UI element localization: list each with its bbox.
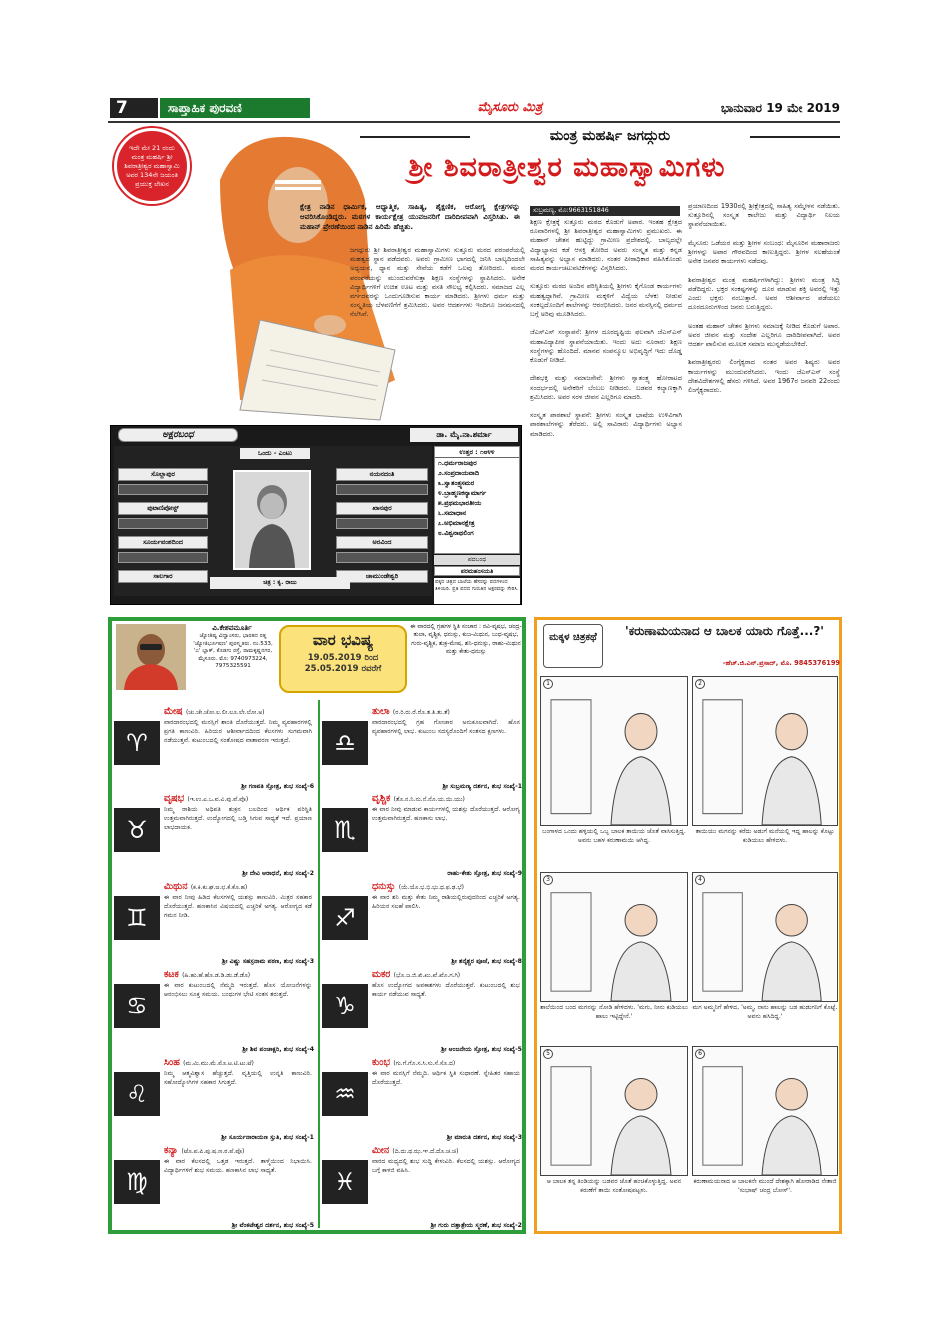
sign-remedy: ಶ್ರೀ ಸೂರ್ಯನಾರಾಯಣ ಸ್ತುತಿ, ಶುಭ ಸಂಖ್ಯೆ-1 — [221, 1134, 314, 1141]
sign-letters: (ಟೊ.ಪ.ಪಿ.ಪು.ಷ.ಣ.ಠ.ಪೆ.ಪೊ) — [181, 1148, 245, 1155]
zodiac-sign-block — [322, 1056, 522, 1142]
section-title: ಸಾಪ್ತಾಹಿಕ ಪುರವಣಿ — [160, 98, 310, 118]
sign-letters: (ಗು.ಗೆ.ಗೊ.ಸ.ಸಿ.ಸು.ಸೆ.ಸೊ.ದ) — [393, 1060, 456, 1067]
sign-remedy: ಶ್ರೀ ಆಂಜನೇಯ ಸ್ತೋತ್ರ, ಶುಭ ಸಂಖ್ಯೆ-5 — [441, 1046, 522, 1053]
issue-date: ಭಾನುವಾರ 19 ಮೇ 2019 — [720, 101, 840, 115]
headline-kicker: ಮಂತ್ರ ಮಹರ್ಷಿ ಜಗದ್ಗುರು — [549, 128, 671, 144]
horoscope-divider — [318, 700, 320, 1228]
astrologer-photo — [116, 624, 186, 690]
pisces-icon: ♓ — [322, 1160, 368, 1204]
answers-heading: ಉತ್ತರ : ೧೮೪೪ — [435, 447, 519, 458]
article-column-1: ಜಗದ್ಗುರು ಶ್ರೀ ಶಿವರಾತ್ರೀಶ್ವರ ಮಹಾಸ್ವಾಮಿಗಳು ಸುತ್ತೂರು ಮಠದ ಪರಂಪರೆಯಲ್ಲಿ ಮಹತ್ವದ ಸ್ಥಾನ ಪಡೆದವರು. ಅವರು ಗ್ರಾಮೀಣ ಭಾಗದಲ್ಲಿ ಜನಿಸಿ ಬಾಲ್ಯದಿಂದಲೇ ಅಧ್ಯಯನ, ಧ್ಯಾನ ಮತ್ತು ಸೇವೆಯ ಕಡೆಗೆ ಒಲವು ತೋರಿದರು. ಮಠದ ಪರಂಪರೆಯನ್ನು ಮುಂದುವರೆಸುತ್ತಾ ಶಿಕ್ಷಣ ಸಂಸ್ಥೆಗಳನ್ನು ಸ್ಥಾಪಿಸಿದರು. ಅನೇಕ ವಿದ್ಯಾರ್ಥಿಗಳಿಗೆ ಉಚಿತ ಊಟ ಮತ್ತು ವಸತಿ ಸೌಲಭ್ಯ ಕಲ್ಪಿಸಿದರು. ಸಮಾಜದ ಎಲ್ಲ ವರ್ಗದವರನ್ನು ಒಂದುಗೂಡಿಸುವ ಕಾರ್ಯ ಮಾಡಿದರು. ಶ್ರೀಗಳು ಧರ್ಮ ಮತ್ತು ಸಂಸ್ಕೃತಿಯ ಬೆಳವಣಿಗೆಗೆ ಶ್ರಮಿಸಿದರು. ಅವರ ಆದರ್ಶಗಳು ಇಂದಿಗೂ ಜನಮನದಲ್ಲಿ ನೆಲೆಸಿವೆ. — [350, 246, 528, 319]
puzzle-clue: ನಯನದಂತಿ — [336, 468, 428, 481]
sign-prediction: ಹೊಸ ಉದ್ಯೋಗದ ಅವಕಾಶಗಳು ದೊರೆಯುತ್ತವೆ. ಕುಟುಂಬದಲ್ಲಿ ಶುಭ ಕಾರ್ಯ ನಡೆಯುವ ಸಾಧ್ಯತೆ. — [372, 982, 520, 998]
sign-letters: (ದಿ.ದು.ಥ.ಝ.ಞ.ದೆ.ದೊ.ಚ.ಚಿ) — [392, 1148, 459, 1155]
zodiac-sign-block — [114, 792, 314, 878]
weekly-horoscope-box — [279, 625, 407, 693]
sign-name-text: ವೃಷಭ — [164, 793, 185, 804]
aquarius-icon: ♒ — [322, 1072, 368, 1116]
sign-name — [372, 792, 465, 806]
zodiac-sign-block — [114, 968, 314, 1054]
sign-prediction: ವಾರದಾರಂಭದಲ್ಲಿ ಗ್ರಹ ಗೋಚಾರ ಅನುಕೂಲವಾಗಿದೆ. ಹೊಸ ವ್ಯವಹಾರಗಳಲ್ಲಿ ಲಾಭ. ಕುಟುಂಬ ಸದಸ್ಯರೊಂದಿಗೆ ಸಂತಸದ ಕ್ಷಣಗಳು. — [372, 719, 520, 735]
sign-name-text: ವೃಶ್ಚಿಕ — [372, 793, 391, 804]
sign-name — [164, 792, 248, 806]
sign-name-text: ಮೇಷ — [164, 706, 183, 717]
comic-caption: ಕರುಣಾಮಯನಾದ ಆ ಬಾಲಕನೇ ಮುಂದೆ ದೇಶಕ್ಕಾಗಿ ಹೋರಾಡಿದ ನೇತಾಜಿ 'ಸುಭಾಷ್ ಚಂದ್ರ ಬೋಸ್'. — [693, 1178, 837, 1194]
astrologer-name: ವಿ.ಕೇಶವಮೂರ್ತಿ — [212, 624, 252, 632]
sign-prediction: ಈ ವಾರ ಕೆಲಸದಲ್ಲಿ ಒತ್ತಡ ಇರುತ್ತದೆ. ತಾಳ್ಮೆಯಿಂದ ನಿಭಾಯಿಸಿ. ವಿದ್ಯಾರ್ಥಿಗಳಿಗೆ ಶುಭ ಸಮಯ. ಹಣಕಾಸಿನ ಲಾಭ ಸಾಧ್ಯತೆ. — [164, 1158, 312, 1174]
puzzle-slot — [336, 518, 428, 529]
comic-caption: ಮಗ ಅಮ್ಮನಿಗೆ ಹೇಳಿದ, 'ಅಮ್ಮ, ನಾನು ಹಾಲನ್ನು ಬಡ ಹುಡುಗನಿಗೆ ಕೊಟ್ಟೆ. ಅವನು ಹಸಿದಿದ್ದ.' — [692, 1004, 838, 1020]
panel-number: 1 — [543, 679, 553, 689]
cancer-icon: ♋ — [114, 984, 160, 1028]
sign-letters: (ರ.ರಿ.ರು.ರೆ.ರೊ.ತ.ತಿ.ತು.ತೆ) — [392, 709, 450, 716]
answer-item: ೮.ವಿಶ್ವನಾಥಲಿಂಗ — [438, 529, 474, 537]
planet-positions: ಈ ವಾರದಲ್ಲಿ ಗ್ರಹಗಳ ಸ್ಥಿತಿ ಸಂಚಾರ : ರವಿ-ವೃಷಭ, ಚಂದ್ರ-ತುಲಾ, ವೃಶ್ಚಿಕ, ಧನುಸ್ಸು, ಕುಜ-ಮಿಥುನ, ಬುಧ-ವೃಷಭ, ಗುರು-ವೃಶ್ಚಿಕ, ಶುಕ್ರ-ಮೇಷ, ಶನಿ-ಧನುಸ್ಸು, ರಾಹು-ಮಿಥುನ ಮತ್ತು ಕೇತು-ಧನುಸ್ಸು — [410, 623, 522, 656]
answer-label: ಪದಬಂಧ — [434, 555, 520, 565]
comic-panel — [540, 676, 688, 826]
comic-caption: ಆ ಬಾಲಕ ತನ್ನ ತಿಂಡಿಯನ್ನು ಬಡವರ ಜೊತೆ ಹಂಚಿಕೊಳ್ಳುತ್ತಿದ್ದ. ಅವನ ಕರುಣೆಗೆ ತಾಯಿ ಸಂತೋಷಪಟ್ಟಳು. — [546, 1178, 682, 1194]
comic-label: ಮಕ್ಕಳ ಚಿತ್ರಕಥೆ — [543, 624, 603, 668]
sign-letters: (ಯೆ.ಯೊ.ಭ.ಭಿ.ಭು.ಧ.ಫ.ಢ.ಭೆ) — [398, 884, 465, 891]
sign-prediction: ಈ ವಾರ ಶನಿ ಮತ್ತು ಕೇತು ನಿಮ್ಮ ರಾಶಿಯಲ್ಲಿರುವುದರಿಂದ ಎಚ್ಚರಿಕೆ ಅಗತ್ಯ. ಹಿರಿಯರ ಸಲಹೆ ಪಾಲಿಸಿ. — [372, 894, 520, 910]
puzzle-answers — [434, 446, 520, 554]
zodiac-sign-block — [322, 968, 522, 1054]
sign-name — [164, 880, 247, 894]
puzzle-slot — [118, 552, 208, 563]
sign-remedy: ರಾಹು-ಕೇತು ಸ್ತೋತ್ರ, ಶುಭ ಸಂಖ್ಯೆ-9 — [447, 870, 522, 877]
sign-letters: (ಭೊ.ಜ.ಜಿ.ಖಿ.ಖು.ಖೆ.ಖೊ.ಗ.ಗಿ) — [393, 972, 461, 979]
sign-remedy: ಶ್ರೀ ವಿಷ್ಣು ಸಹಸ್ರನಾಮ ಪಠಣ, ಶುಭ ಸಂಖ್ಯೆ-3 — [222, 958, 314, 965]
kicker-rule — [360, 136, 470, 138]
sign-letters: (ಹಿ.ಹು.ಹೆ.ಹೊ.ಡ.ಡಿ.ಡು.ಡೆ.ಡೊ) — [182, 972, 251, 979]
puzzle-slot — [118, 484, 208, 495]
horoscope-title: ವಾರ ಭವಿಷ್ಯ — [312, 631, 374, 649]
sign-name — [164, 705, 265, 719]
answer-item: ೧.ಧರ್ಮರಾಜಪುರ — [438, 459, 477, 467]
sign-remedy: ಶ್ರೀ ಗಣಪತಿ ಸ್ತೋತ್ರ, ಶುಭ ಸಂಖ್ಯೆ-6 — [241, 783, 314, 790]
sign-letters: (ಕ.ಕಿ.ಕು.ಘ.ಙ.ಛ.ಕೆ.ಕೊ.ಹ) — [190, 884, 248, 891]
comic-panel — [692, 1046, 838, 1176]
article-headline: ಶ್ರೀ ಶಿವರಾತ್ರೀಶ್ವರ ಮಹಾಸ್ವಾಮಿಗಳು — [408, 152, 726, 183]
sign-name-text: ಕುಂಭ — [372, 1057, 390, 1068]
puzzle-slot — [118, 518, 208, 529]
answer-name: ಪರಮಹಂಸಯತಿ — [434, 566, 520, 576]
sign-letters: (ಮ.ಮಿ.ಮು.ಮೆ.ಮೊ.ಟ.ಟಿ.ಟು.ಟೆ) — [183, 1060, 254, 1067]
taurus-icon: ♉ — [114, 808, 160, 852]
comic-panel — [692, 872, 838, 1002]
zodiac-sign-block — [322, 705, 522, 791]
puzzle-author: ಡಾ. ಮೈ.ನಾ.ಶರ್ಮಾ — [410, 428, 518, 442]
photo-credit: ಚಿತ್ರ : ಕೃ. ರಾಜು — [210, 577, 350, 589]
panel-number: 6 — [695, 1049, 705, 1059]
puzzle-slot — [336, 484, 428, 495]
zodiac-sign-block — [322, 880, 522, 966]
virgo-icon: ♍ — [114, 1160, 160, 1204]
comic-panel — [540, 1046, 688, 1176]
sign-name-text: ಧನುಸ್ಸು — [372, 881, 396, 892]
sign-name-text: ಮೀನ — [372, 1145, 390, 1156]
sign-name-text: ಕನ್ಯಾ — [164, 1145, 179, 1156]
sign-name-text: ಸಿಂಹ — [164, 1057, 180, 1068]
sign-prediction: ಈ ವಾರ ನೀವು ಹಿಡಿದ ಕೆಲಸಗಳಲ್ಲಿ ಯಶಸ್ಸು ಕಾಣುವಿರಿ. ಮಿತ್ರರ ಸಹಕಾರ ದೊರೆಯುತ್ತದೆ. ಹಣಕಾಸಿನ ವಿಷಯದಲ್ಲಿ ಎಚ್ಚರಿಕೆ ಅಗತ್ಯ. ಆರೋಗ್ಯದ ಕಡೆ ಗಮನ ನೀಡಿ. — [164, 894, 312, 919]
libra-icon: ♎ — [322, 721, 368, 765]
scorpio-icon: ♏ — [322, 808, 368, 852]
page-number: 7 — [110, 98, 158, 118]
sign-name — [372, 1144, 458, 1158]
kicker-rule — [750, 136, 840, 138]
puzzle-range-label: ಒಂದು - ಎಂಟು — [240, 448, 310, 459]
sign-prediction: ಈ ವಾರ ನೀವು ಮಾಡುವ ಕಾರ್ಯಗಳಲ್ಲಿ ಯಶಸ್ಸು ದೊರೆಯುತ್ತದೆ. ಆರೋಗ್ಯ ಉತ್ತಮವಾಗಿರುತ್ತದೆ. ಹಣಕಾಸು ಲಾಭ. — [372, 806, 520, 822]
anniversary-badge: ಇದೇ ಮೇ 21 ರಂದು ಮಂತ್ರ ಮಹರ್ಷಿ ಶ್ರೀ ಶಿವರಾತ್ರೀಶ್ವರ ಮಹಾಸ್ವಾಮಿ ಅವರ 134ನೇ ಜಯಂತಿ ಪ್ರಯುಕ್ತ ಲೇಖನ — [114, 128, 190, 204]
leo-icon: ♌ — [114, 1072, 160, 1116]
comic-caption: ಬಂಗಾಳದ ಒಂದು ಹಳ್ಳಿಯಲ್ಲಿ ಒಬ್ಬ ಬಾಲಕ ತಾಯಿಯ ಜೊತೆ ವಾಸಿಸುತ್ತಿದ್ದ. ಅವನು ಬಹಳ ಕರುಣಾಮಯಿ ಆಗಿದ್ದ. — [542, 828, 686, 844]
panel-number: 5 — [543, 1049, 553, 1059]
comic-title: 'ಕರುಣಾಮಯನಾದ ಆ ಬಾಲಕ ಯಾರು ಗೊತ್ತೆ...?' — [625, 624, 824, 638]
panel-number: 2 — [695, 679, 705, 689]
comic-credit: -ಹೆಚ್.ಜಿ.ಎನ್.ಪ್ರಸಾದ್, ಮೊ. 9845376199 — [722, 659, 840, 667]
sign-remedy: ಶ್ರೀ ಶನೈಶ್ಚರ ಪೂಜೆ, ಶುಭ ಸಂಖ್ಯೆ-8 — [451, 958, 522, 965]
answer-item: ೩.ಸ್ವಾತಂತ್ರ್ಯಸಮರ — [438, 479, 475, 487]
sign-prediction: ನಿಮ್ಮ ಆತ್ಮವಿಶ್ವಾಸ ಹೆಚ್ಚುತ್ತದೆ. ವೃತ್ತಿಯಲ್ಲಿ ಉನ್ನತಿ ಕಾಣುವಿರಿ. ಸಹೋದ್ಯೋಗಿಗಳ ಸಹಕಾರ ಸಿಗುತ್ತದೆ. — [164, 1070, 312, 1086]
article-column-3: ಪ್ರಯಾಣದಿಂದ 1930ರಲ್ಲಿ ಶ್ರೀಕ್ಷೇತ್ರದಲ್ಲಿ ಸಾಹಿತ್ಯ ಸಮ್ಮೇಳನ ನಡೆಯಿತು. ಸುತ್ತೂರಿನಲ್ಲಿ ಸಂಸ್ಕೃತ ಕಾಲೇಜು ಮತ್ತು ವಿದ್ಯಾರ್ಥಿ ನಿಲಯ ಸ್ಥಾಪನೆಯಾಯಿತು. ಮೈಸೂರು ಒಡೆಯರ ಮತ್ತು ಶ್ರೀಗಳ ಸಂಬಂಧ: ಮೈಸೂರಿನ ಮಹಾರಾಜರು ಶ್ರೀಗಳನ್ನು ಅಪಾರ ಗೌರವದಿಂದ ಕಾಣುತ್ತಿದ್ದರು. ಶ್ರೀಗಳ ಸಲಹೆಯಂತೆ ಅನೇಕ ಜನಪರ ಕಾರ್ಯಗಳು ನಡೆದವು. ಶಿವರಾತ್ರೀಶ್ವರ ಮಂತ್ರ ಮಹರ್ಷಿಗಳಾಗಿದ್ದು: ಶ್ರೀಗಳು ಮಂತ್ರ ಸಿದ್ಧಿ ಪಡೆದಿದ್ದರು. ಭಕ್ತರ ಸಂಕಷ್ಟಗಳನ್ನು ದೂರ ಮಾಡುವ ಶಕ್ತಿ ಅವರಲ್ಲಿ ಇತ್ತು ಎಂದು ಭಕ್ತರು ನಂಬುತ್ತಾರೆ. ಅವರ ಆಶೀರ್ವಾದ ಪಡೆಯಲು ದೂರದೂರುಗಳಿಂದ ಜನರು ಬರುತ್ತಿದ್ದರು. ಅಂತಹ ಮಹಾನ್ ಚೇತನ ಶ್ರೀಗಳು ಸಮಾಜಕ್ಕೆ ನೀಡಿದ ಕೊಡುಗೆ ಅಪಾರ. ಅವರ ಜೀವನ ಮತ್ತು ಸಂದೇಶ ಎಲ್ಲರಿಗೂ ದಾರಿದೀಪವಾಗಿದೆ. ಅವರ ಆದರ್ಶ ಪಾಲಿಸುವ ಮೂಲಕ ಸಮಾಜ ಮುನ್ನಡೆಯಬೇಕಿದೆ. ಶಿವರಾತ್ರೀಶ್ವರರು ಲಿಂಗೈಕ್ಯರಾದ ನಂತರ ಅವರ ಶಿಷ್ಯರು ಅವರ ಕಾರ್ಯಗಳನ್ನು ಮುಂದುವರೆಸಿದರು. ಇಂದು ಜೆಎಸ್‌ಎಸ್ ಸಂಸ್ಥೆ ದೇಶವಿದೇಶಗಳಲ್ಲಿ ಹೆಸರು ಗಳಿಸಿದೆ. ಅವರ 1967ರ ಜನವರಿ 22ರಂದು ಲಿಂಗೈಕ್ಯರಾದರು. — [688, 202, 841, 395]
comic-panel — [692, 676, 838, 826]
sign-letters: (ತೊ.ನ.ನಿ.ನು.ನೆ.ನೊ.ಯ.ಯಿ.ಯು) — [393, 796, 465, 803]
child-photo — [233, 470, 311, 570]
zodiac-sign-block — [322, 792, 522, 878]
sign-name — [164, 968, 250, 982]
answer-item: ೬.ಸಮಾಧಾನ — [438, 509, 467, 517]
sign-name-text: ತುಲಾ — [372, 706, 390, 717]
comic-caption: ಶಾಲೆಯಿಂದ ಬಂದ ಮಗನನ್ನು ನೋಡಿ ಹೇಳಿದಳು. 'ಮಗು, ನೀನು ಕುಡಿಯಲು ಹಾಲು ಇಟ್ಟಿದ್ದೇನೆ.' — [540, 1004, 688, 1020]
puzzle-clue: ಸೊಲ್ಲಾಪುರ — [118, 468, 208, 481]
gemini-icon: ♊ — [114, 896, 160, 940]
sign-name — [372, 968, 460, 982]
answer-item: ೭.ಅಭಿಮಾನಕ್ಷೇತ್ರ — [438, 519, 475, 527]
astrologer-details: ಜ್ಯೋತಿಷ್ಯ ವಿದ್ವಾಂಸರು, ಭಾರತದ ರತ್ನ 'ಜ್ಯೋತಿರ್ಭೂಷಣ' ಪುರಸ್ಕೃತರು. ನಂ.533, 'ಎ' ಬ್ಲಾಕ್, ಕೊಡಗು ರಸ್ತೆ, ರಾಮಕೃಷ್ಣನಗರ, ಮೈಸೂರು. ಮೊ: 9740973224, 7975325591 — [193, 633, 273, 669]
panel-number: 4 — [695, 875, 705, 885]
comic-caption: ತಾಯಿಯು ಮಗನನ್ನು ಕರೆದು ಅಡುಗೆ ಮನೆಯಲ್ಲಿ ಇದ್ದ ಹಾಲನ್ನು ಕೊಟ್ಟು ಕುಡಿಯಲು ಹೇಳಿದಳು. — [695, 828, 835, 844]
sign-remedy: ಶ್ರೀ ದೇವಿ ಆರಾಧನೆ, ಶುಭ ಸಂಖ್ಯೆ-2 — [242, 870, 314, 877]
puzzle-title: ಅಕ್ಷರಬಂಧ — [118, 428, 238, 442]
sign-letters: (ಚು.ಚೇ.ಚೋ.ಲ.ಲೀ.ಲೂ.ಲೇ.ಲೋ.ಅ) — [185, 709, 265, 716]
sign-remedy: ಶ್ರೀ ಸುಬ್ರಮಣ್ಯ ದರ್ಶನ, ಶುಭ ಸಂಖ್ಯೆ-1 — [442, 783, 522, 790]
puzzle-clue: ಸೂರ್ಯವಂಶದಿಂದ — [118, 536, 208, 549]
sign-remedy: ಶ್ರೀ ವೆಂಕಟೇಶ್ವರ ದರ್ಶನ, ಶುಭ ಸಂಖ್ಯೆ-5 — [231, 1222, 314, 1229]
answer-item: ೪.ಬ್ರಾಹ್ಮಣಕನ್ಯಾಮಾರ್ಗ — [438, 489, 487, 497]
article-intro: ಕ್ಷೇತ್ರ ನಾಡಿನ ಧಾರ್ಮಿಕ, ಆಧ್ಯಾತ್ಮಿಕ, ಸಾಹಿತ್ಯ, ಶೈಕ್ಷಣಿಕ, ಆರೋಗ್ಯ ಕ್ಷೇತ್ರಗಳನ್ನು ಆವರಿಸಿಕೊಂಡಿದ್ದರು. ಮಠಗಳ ಕಾರ್ಯಕ್ಷೇತ್ರ ಯುವಜನರಿಗೆ ದಾರಿದೀಪವಾಗಿ ವಿಸ್ತರಿಸಿತು. ಈ ಮಹಾನ್ ಪ್ರೇರಣೆಯಿಂದ ನಾಡಿನ ಹಿರಿಮೆ ಹೆಚ್ಚಿತು. — [300, 202, 520, 231]
panel-number: 3 — [543, 875, 553, 885]
sign-remedy: ಶ್ರೀ ಶಿವ ಪಂಚಾಕ್ಷರಿ, ಶುಭ ಸಂಖ್ಯೆ-4 — [242, 1046, 314, 1053]
comic-panel — [540, 872, 688, 1002]
puzzle-clue: ಚಾಮುಂಡೇಶ್ವರಿ — [336, 570, 428, 583]
capricorn-icon: ♑ — [322, 984, 368, 1028]
sign-name-text: ಮಿಥುನ — [164, 881, 188, 892]
zodiac-sign-block — [114, 1056, 314, 1142]
sign-name-text: ಮಕರ — [372, 969, 391, 980]
puzzle-clue: ಖಾನಪುರ — [336, 502, 428, 515]
sign-remedy: ಶ್ರೀ ಗುರು ದತ್ತಾತ್ರೇಯ ಸ್ಮರಣೆ, ಶುಭ ಸಂಖ್ಯೆ-2 — [430, 1222, 522, 1229]
sign-name — [164, 1144, 244, 1158]
sign-name-text: ಕಟಕ — [164, 969, 179, 980]
article-byline: ಸುಬ್ರಮಣ್ಯ, ಮೊ:9663151846 — [530, 206, 680, 216]
sign-name — [372, 880, 464, 894]
sagittarius-icon: ♐ — [322, 896, 368, 940]
sign-name — [164, 1056, 254, 1070]
zodiac-sign-block — [114, 1144, 314, 1230]
paper-logo: ಮೈಸೂರು ಮಿತ್ರ — [477, 100, 543, 115]
sign-prediction: ಈ ವಾರ ಕುಟುಂಬದಲ್ಲಿ ನೆಮ್ಮದಿ ಇರುತ್ತದೆ. ಹೊಸ ಯೋಜನೆಗಳನ್ನು ಆರಂಭಿಸಲು ಸೂಕ್ತ ಸಮಯ. ಬಂಧುಗಳ ಭೇಟಿ ಸಂತಸ ತರುತ್ತದೆ. — [164, 982, 312, 998]
puzzle-hint: ಪಕ್ಕದ ಚಿತ್ರದ ಬಾಲೆಯ ಹೆಸರನ್ನು ಪದಗಳಿಂದ ತಿಳಿಯಿರಿ. ಪ್ರತಿ ಪದದ ಗುರುತಿನ ಅಕ್ಷರವನ್ನು ಸೇರಿಸಿ. — [434, 578, 520, 604]
puzzle-clue: ಪುಟಾಣಿಪೋಸ್ಟ್ — [118, 502, 208, 515]
sign-name — [372, 705, 450, 719]
puzzle-clue: ಅರವಿಂದ — [336, 536, 428, 549]
horoscope-range: 19.05.2019 ರಿಂದ 25.05.2019 ರವರೆಗೆ — [304, 653, 382, 674]
puzzle-slot — [336, 552, 428, 563]
article-column-2: ಶಿಕ್ಷಣ ಕ್ಷೇತ್ರಕ್ಕೆ ಸುತ್ತೂರು ಮಠದ ಕೊಡುಗೆ ಅಪಾರ. ಇಂತಹ ಕ್ಷೇತ್ರದ ರೂವಾರಿಗಳಲ್ಲಿ ಶ್ರೀ ಶಿವರಾತ್ರೀಶ್ವರ ಮಹಾಸ್ವಾಮಿಗಳು ಪ್ರಮುಖರು. ಈ ಮಹಾನ್ ಚೇತನ ಹುಟ್ಟಿದ್ದು ಗ್ರಾಮೀಣ ಪ್ರದೇಶದಲ್ಲಿ. ಬಾಲ್ಯದಲ್ಲೇ ವಿದ್ಯಾಭ್ಯಾಸದ ಕಡೆ ಆಸಕ್ತಿ ತೋರಿದ ಅವರು ಸಂಸ್ಕೃತ ಮತ್ತು ಕನ್ನಡ ಸಾಹಿತ್ಯವನ್ನು ಅಭ್ಯಾಸ ಮಾಡಿದರು. ನಂತರ ಪೀಠಾಧಿಕಾರ ವಹಿಸಿಕೊಂಡು ಮಠದ ಕಾರ್ಯಚಟುವಟಿಕೆಗಳನ್ನು ವಿಸ್ತರಿಸಿದರು. ಸುತ್ತೂರು ಮಠದ ಅಂದಿನ ಪರಿಸ್ಥಿತಿಯಲ್ಲಿ ಶ್ರೀಗಳು ಕೈಗೊಂಡ ಕಾರ್ಯಗಳು ಮಹತ್ವದ್ದಾಗಿವೆ. ಗ್ರಾಮೀಣ ಮಕ್ಕಳಿಗೆ ವಿದ್ಯೆಯ ಬೆಳಕು ನೀಡುವ ಸಂಕಲ್ಪದೊಂದಿಗೆ ಶಾಲೆಗಳನ್ನು ಆರಂಭಿಸಿದರು. ಜನರ ಮನಸ್ಸಿನಲ್ಲಿ ಧರ್ಮದ ಬಗ್ಗೆ ಅರಿವು ಮೂಡಿಸಿದರು. ಜೆಎಸ್‌ಎಸ್ ಸಂಸ್ಥಾಪನೆ: ಶ್ರೀಗಳ ದೂರದೃಷ್ಟಿಯ ಫಲವಾಗಿ ಜೆಎಸ್‌ಎಸ್ ಮಹಾವಿದ್ಯಾಪೀಠ ಸ್ಥಾಪನೆಯಾಯಿತು. ಇಂದು ಅದು ನೂರಾರು ಶಿಕ್ಷಣ ಸಂಸ್ಥೆಗಳನ್ನು ಹೊಂದಿದೆ. ಮಾನವ ಸಂಪನ್ಮೂಲ ಅಭಿವೃದ್ಧಿಗೆ ಇದು ದೊಡ್ಡ ಕೊಡುಗೆ ನೀಡಿದೆ. ದೇಶಭಕ್ತಿ ಮತ್ತು ಸಮಾಜಸೇವೆ: ಶ್ರೀಗಳು ಸ್ವಾತಂತ್ರ್ಯ ಹೋರಾಟದ ಸಂದರ್ಭದಲ್ಲಿ ಅನೇಕರಿಗೆ ಬೆಂಬಲ ನೀಡಿದರು. ಬಡವರ ಕಲ್ಯಾಣಕ್ಕಾಗಿ ಶ್ರಮಿಸಿದರು. ಅವರ ಸರಳ ಜೀವನ ಎಲ್ಲರಿಗೂ ಮಾದರಿ. ಸಂಸ್ಕೃತ ಪಾಠಶಾಲೆ ಸ್ಥಾಪನೆ: ಶ್ರೀಗಳು ಸಂಸ್ಕೃತ ಭಾಷೆಯ ಉಳಿವಿಗಾಗಿ ಪಾಠಶಾಲೆಗಳನ್ನು ತೆರೆದರು. ಅಲ್ಲಿ ಸಾವಿರಾರು ವಿದ್ಯಾರ್ಥಿಗಳು ಅಭ್ಯಾಸ ಮಾಡಿದರು. — [530, 218, 682, 438]
sign-name — [372, 1056, 455, 1070]
sign-letters: (ಇ.ಉ.ಎ.ಒ.ವ.ವಿ.ವು.ವೆ.ವೊ) — [187, 796, 249, 803]
puzzle-clue: ಸಾಲಗಾರ — [118, 570, 208, 583]
zodiac-sign-block — [114, 880, 314, 966]
aries-icon: ♈ — [114, 721, 160, 765]
sign-prediction: ನಿಮ್ಮ ರಾಶಿಯ ಅಧಿಪತಿ ಶುಕ್ರನ ಬಲದಿಂದ ಆರ್ಥಿಕ ಪರಿಸ್ಥಿತಿ ಉತ್ತಮವಾಗಿರುತ್ತದೆ. ಉದ್ಯೋಗದಲ್ಲಿ ಬಡ್ತಿ ಸಿಗುವ ಸಾಧ್ಯತೆ ಇದೆ. ಪ್ರಯಾಣ ಲಾಭದಾಯಕ. — [164, 806, 312, 831]
sign-prediction: ವಾರದಾರಂಭದಲ್ಲಿ ಮನಸ್ಸಿಗೆ ಶಾಂತಿ ದೊರೆಯುತ್ತದೆ. ನಿಮ್ಮ ವ್ಯವಹಾರಗಳಲ್ಲಿ ಪ್ರಗತಿ ಕಾಣುವಿರಿ. ಹಿರಿಯರ ಆಶೀರ್ವಾದದಿಂದ ಕೆಲಸಗಳು ಸುಗಮವಾಗಿ ನಡೆಯುತ್ತವೆ. ಕುಟುಂಬದಲ್ಲಿ ಸಂತೋಷದ ವಾತಾವರಣ ಇರುತ್ತದೆ. — [164, 719, 312, 744]
sign-prediction: ವಾರದ ಮಧ್ಯದಲ್ಲಿ ಶುಭ ಸುದ್ದಿ ಕೇಳುವಿರಿ. ಕೆಲಸದಲ್ಲಿ ಯಶಸ್ಸು. ಆರೋಗ್ಯದ ಬಗ್ಗೆ ಕಾಳಜಿ ವಹಿಸಿ. — [372, 1158, 520, 1174]
answer-item: ೫.ಪ್ರಥಮಭಾರತೀಯ — [438, 499, 482, 507]
zodiac-sign-block — [322, 1144, 522, 1230]
sign-remedy: ಶ್ರೀ ಮಾರುತಿ ದರ್ಶನ, ಶುಭ ಸಂಖ್ಯೆ-3 — [446, 1134, 522, 1141]
zodiac-sign-block — [114, 705, 314, 791]
answer-item: ೨.ಸಂಪ್ರದಾಯವಾದಿ — [438, 469, 480, 477]
sign-prediction: ಈ ವಾರ ಮನಸ್ಸಿಗೆ ನೆಮ್ಮದಿ. ಆರ್ಥಿಕ ಸ್ಥಿತಿ ಸುಧಾರಣೆ. ಸ್ನೇಹಿತರ ಸಹಾಯ ದೊರೆಯುತ್ತದೆ. — [372, 1070, 520, 1086]
